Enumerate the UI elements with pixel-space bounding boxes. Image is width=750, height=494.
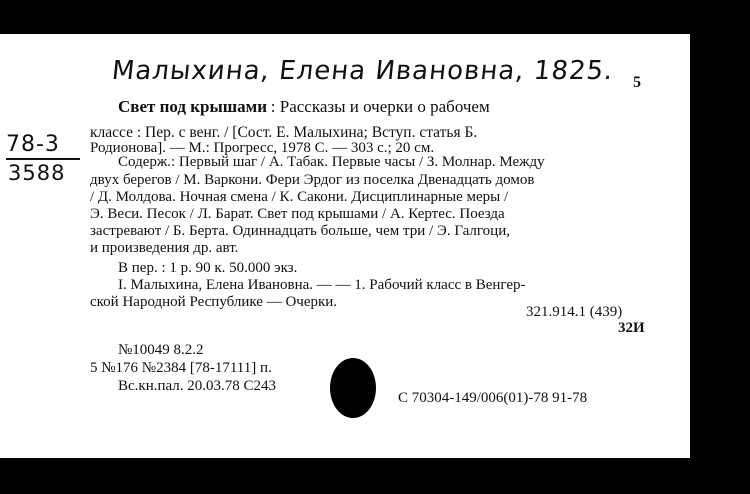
handwritten-header: Малыхина, Елена Ивановна, 1825. [110,56,615,86]
punch-hole [330,358,376,418]
description-line-2: Родионова]. — М.: Прогресс, 1978 С. — 303 с.; 20 см. [90,140,435,156]
contents-line-3: / Д. Молдова. Ночная смена / К. Сакони. Дисциплинарные меры / [90,189,509,205]
print-line-3: Вс.кн.пал. 20.03.78 С243 [118,378,277,394]
title: Свет под крышами [118,97,268,116]
print-line-2: 5 №176 №2384 [78-17111] п. [90,360,272,376]
classification-2: 32И [618,320,645,336]
tracing-line-2: ской Народной Республике — Очерки. [90,294,338,310]
contents-line-4: Э. Веси. Песок / Л. Барат. Свет под крышами / А. Кертес. Поезда [90,206,505,222]
contents-line-5: застревают / Б. Берта. Одиннадцать больше, чем три / Э. Галгоци, [90,223,510,239]
handwritten-call-number-top: 78-3 [6,132,60,157]
bottom-code: С 70304-149/006(01)-78 91-78 [398,390,588,406]
contents-line-2: двух берегов / М. Варкони. Фери Эрдог из поселка Двенадцать домов [90,172,535,188]
description-line-1: классе : Пер. с венг. / [Сост. Е. Малыхина; Вступ. статья Б. [90,124,478,141]
card-number: 5 [633,74,641,91]
contents-line-6: и произведения др. авт. [90,240,239,256]
price-line: В пер. : 1 р. 90 к. 50.000 экз. [118,260,298,276]
tracing-line-1: I. Малыхина, Елена Ивановна. — — 1. Рабочий класс в Венгер- [118,277,526,293]
print-line-1: №10049 8.2.2 [118,342,204,358]
catalog-card [0,34,690,458]
call-number-rule [6,158,80,160]
contents-line-1: Содерж.: Первый шаг / А. Табак. Первые часы / З. Молнар. Между [118,154,545,170]
classification: 321.914.1 (439) [526,304,623,320]
title-rest: : Рассказы и очерки о рабочем [270,97,490,116]
handwritten-call-number-bottom: 3588 [8,161,66,185]
title-line [118,98,490,117]
